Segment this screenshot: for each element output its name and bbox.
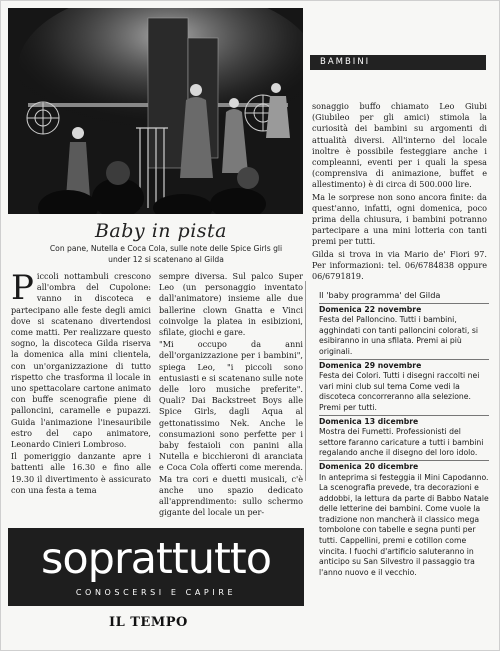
programme-text: Mostra dei Fumetti. Professionisti del settore faranno caricature a tutti i bambini regalando anche il disegno del loro idolo. — [319, 427, 484, 458]
programme-date: Domenica 29 novembre — [319, 360, 422, 370]
drop-cap: P — [11, 268, 34, 308]
column-divider — [305, 281, 306, 481]
section-header: BAMBINI — [310, 55, 486, 70]
stage-photo — [8, 8, 303, 214]
article-paragraph: sonaggio buffo chiamato Leo Giubi (Giubileo per gli amici) stimola la curiosità dei bambini su argomenti di attualità diversi. All'interno del locale inoltre è possibile festeggiare anche i compleanni, eventi per i quali la spesa (comprensiva di animazione, buffet e allestimento) è di circa di 500.000 lire. — [312, 101, 487, 190]
banner-logo-word: soprattutto — [40, 534, 272, 584]
programme-date: Domenica 13 dicembre — [319, 416, 419, 426]
article-subtitle: Con pane, Nutella e Coca Cola, sulle note delle Spice Girls gli under 12 si scatenano al Gilda — [49, 244, 283, 264]
programme-date: Domenica 20 dicembre — [319, 461, 419, 471]
article-column-left — [11, 268, 151, 497]
programme-box — [319, 290, 489, 578]
programme-text: In anteprima si festeggia il Mini Capodanno. La scenografia prevede, tra decorazioni e addobbi, la lettura da parte di Babbo Natale delle letterine dei bambini. Come vuole la tradizione non mancherà il classico mega tombolone con tabelle e segna punti per tutti. Cappellini, premi e cotillon come vincita. I fuochi d'artificio saluteranno in anticipo su San Silvestro il passaggio tra l'anno nuovo e il vecchio. — [319, 472, 489, 577]
article-lead-text: iccoli nottambuli crescono all'ombra del Cupolone: vanno in discoteca e partecipano alle feste degli amici dove si scatenano divertendosi come matti. Per realizzare questo sogno, la discoteca Gilda riserva la domenica alla mini clientela, con un'organizzazione di tutto rispetto che trasforma il locale in uno spettacolare cartone animato con buffe scenografie piene di palloncini, caramelle e pupazzi. Guida l'animazione l'inesauribile estro del capo animatore, Leonardo Cinieri Lombroso. — [11, 271, 151, 450]
programme-text: Festa dei Colori. Tutti i disegni raccolti nei vari mini club sul tema Come vedi la discoteca concorreranno alla selezione. Premi per tutti. — [319, 371, 480, 412]
article-column-right — [312, 101, 487, 283]
article-paragraph: sempre diversa. Sul palco Super Leo (un personaggio inventato dall'animatore) insieme alle due ballerine clown Gnatta e Vinci coinvolge la platea in esibizioni, sfilate, giochi e gare. — [159, 271, 303, 338]
article-paragraph: Gilda si trova in via Mario de' Fiori 97. Per informazioni: tel. 06/6784838 oppure 06/6791819. — [312, 248, 487, 282]
banner-tagline: CONOSCERSI E CAPIRE — [75, 588, 237, 597]
article-paragraph: Ma le sorprese non sono ancora finite: da quest'anno, infatti, ogni domenica, poco prima della chiusura, i bambini potranno partecipare a una mini lotteria con tanti premi per tutti. — [312, 191, 487, 247]
divider — [319, 415, 489, 416]
programme-date: Domenica 22 novembre — [319, 304, 422, 314]
article-paragraph: "Mi occupo da anni dell'organizzazione per i bambini", spiega Leo, "i piccoli sono entusiasti e si scatenano sulle note delle loro musiche preferite". Quali? Dai Backstreet Boys alle Spice Girls, dagli Aqua al gettonatissimo Nek. Anche le consumazioni sono perfette per i baby festaioli con panini alla Nutella e bicchieroni di aranciata e Coca Cola offerti come merenda. Ma tra cori e duetti musicali, c'è anche uno spazio dedicato all'apprendimento: sullo schermo gigante del locale un per- — [159, 339, 303, 518]
stage-photo-illustration — [8, 8, 303, 214]
newspaper-masthead: IL TEMPO — [109, 615, 188, 630]
divider — [319, 460, 489, 461]
divider — [319, 359, 489, 360]
article-title: Baby in pista — [94, 220, 228, 242]
article-paragraph: Il pomeriggio danzante apre i battenti alle 16.30 e fino alle 19.30 il divertimento è assicurato con una festa a tema — [11, 451, 151, 495]
soprattutto-banner — [8, 528, 304, 606]
divider — [319, 303, 489, 304]
programme-text: Festa del Palloncino. Tutti i bambini, agghindati con tanti palloncini colorati, si esibiranno in una sfilata. Premi ai più originali. — [319, 315, 479, 356]
article-paragraph — [11, 268, 151, 450]
programme-title: Il 'baby programma' del Gilda — [319, 290, 441, 300]
article-column-middle — [159, 271, 303, 519]
